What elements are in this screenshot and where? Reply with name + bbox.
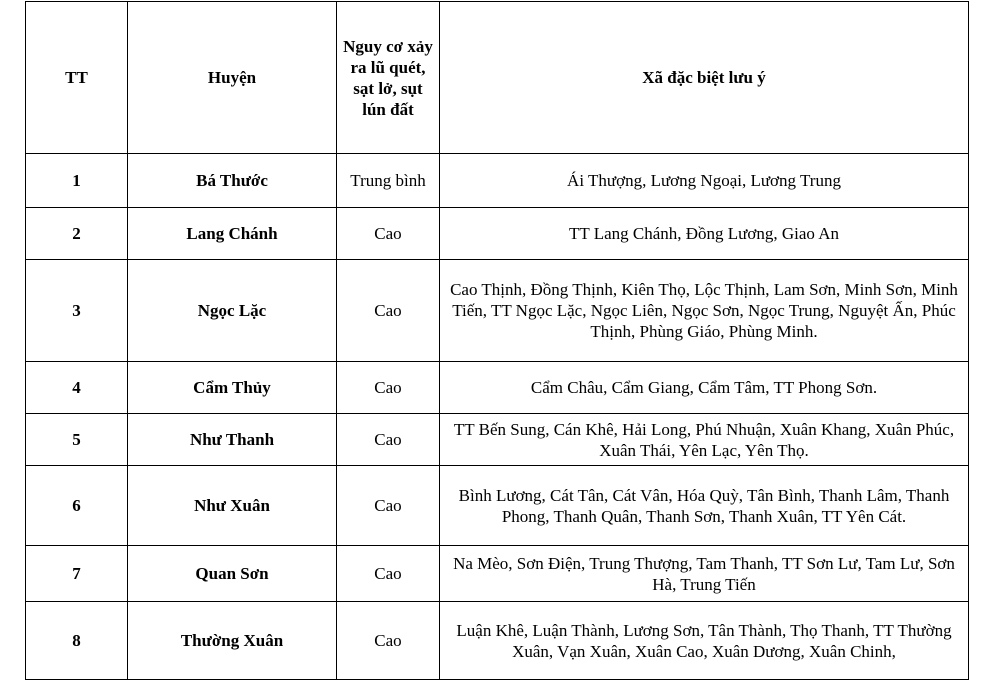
- table-row: [26, 602, 969, 680]
- header-district: Huyện: [128, 2, 337, 154]
- header-risk: Nguy cơ xảy ra lũ quét, sạt lở, sụt lún đất: [337, 2, 440, 154]
- row-district: Quan Sơn: [128, 546, 337, 602]
- row-communes: Ái Thượng, Lương Ngoại, Lương Trung: [440, 154, 969, 208]
- table-row: [26, 260, 969, 362]
- row-risk: Cao: [337, 260, 440, 362]
- row-district: Lang Chánh: [128, 208, 337, 260]
- header-row: [26, 2, 969, 154]
- row-risk: Cao: [337, 546, 440, 602]
- row-risk: Cao: [337, 466, 440, 546]
- row-tt: 4: [26, 362, 128, 414]
- risk-table: [25, 1, 969, 680]
- row-communes: Luận Khê, Luận Thành, Lương Sơn, Tân Thành, Thọ Thanh, TT Thường Xuân, Vạn Xuân, Xuân Cao, Xuân Dương, Xuân Chinh,: [440, 602, 969, 680]
- row-risk: Cao: [337, 362, 440, 414]
- row-tt: 6: [26, 466, 128, 546]
- table-row: [26, 154, 969, 208]
- row-communes: TT Lang Chánh, Đồng Lương, Giao An: [440, 208, 969, 260]
- row-communes: Bình Lương, Cát Tân, Cát Vân, Hóa Quỳ, Tân Bình, Thanh Lâm, Thanh Phong, Thanh Quân, Thanh Sơn, Thanh Xuân, TT Yên Cát.: [440, 466, 969, 546]
- row-tt: 2: [26, 208, 128, 260]
- table-row: [26, 362, 969, 414]
- table-row: [26, 208, 969, 260]
- table-row: [26, 546, 969, 602]
- row-district: Cẩm Thủy: [128, 362, 337, 414]
- row-risk: Cao: [337, 414, 440, 466]
- row-district: Bá Thước: [128, 154, 337, 208]
- row-district: Như Xuân: [128, 466, 337, 546]
- row-district: Thường Xuân: [128, 602, 337, 680]
- row-tt: 7: [26, 546, 128, 602]
- row-risk: Trung bình: [337, 154, 440, 208]
- row-communes: Cao Thịnh, Đồng Thịnh, Kiên Thọ, Lộc Thịnh, Lam Sơn, Minh Sơn, Minh Tiến, TT Ngọc Lặc, Ngọc Liên, Ngọc Sơn, Ngọc Trung, Nguyệt Ấn, Phúc Thịnh, Phùng Giáo, Phùng Minh.: [440, 260, 969, 362]
- row-tt: 3: [26, 260, 128, 362]
- row-communes: Cẩm Châu, Cẩm Giang, Cẩm Tâm, TT Phong Sơn.: [440, 362, 969, 414]
- row-tt: 5: [26, 414, 128, 466]
- header-tt: TT: [26, 2, 128, 154]
- row-district: Ngọc Lặc: [128, 260, 337, 362]
- table-row: [26, 466, 969, 546]
- row-tt: 1: [26, 154, 128, 208]
- row-district: Như Thanh: [128, 414, 337, 466]
- row-communes: TT Bến Sung, Cán Khê, Hải Long, Phú Nhuận, Xuân Khang, Xuân Phúc, Xuân Thái, Yên Lạc, Yên Thọ.: [440, 414, 969, 466]
- row-risk: Cao: [337, 208, 440, 260]
- row-communes: Na Mèo, Sơn Điện, Trung Thượng, Tam Thanh, TT Sơn Lư, Tam Lư, Sơn Hà, Trung Tiến: [440, 546, 969, 602]
- header-communes: Xã đặc biệt lưu ý: [440, 2, 969, 154]
- row-tt: 8: [26, 602, 128, 680]
- table-row: [26, 414, 969, 466]
- row-risk: Cao: [337, 602, 440, 680]
